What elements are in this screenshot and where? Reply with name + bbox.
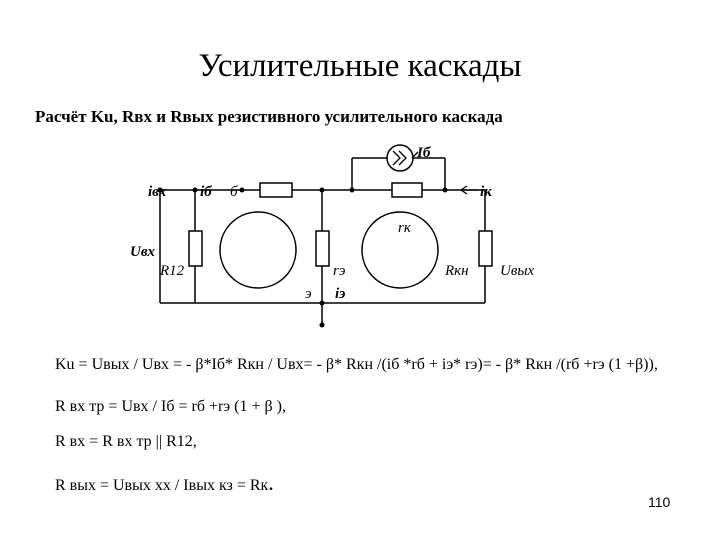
node-emitter-top: [320, 188, 325, 193]
equation-rout: [55, 470, 274, 496]
label-Ib-source: Iб: [417, 145, 431, 161]
slide-subtitle: Расчёт Ku, Rвх и Rвых резистивного усилительного каскада: [35, 107, 503, 126]
equation-rin-transistor: R вх тр = Uвх / Iб = rб +rэ (1 + β ),: [55, 398, 286, 415]
resistor-rk-top: [392, 183, 422, 197]
equation-rout-text: R вых = Uвых хх / Iвых кз = Rк: [55, 477, 269, 494]
source-arrow-icon-1: [393, 151, 400, 165]
equation-rout-period: .: [268, 470, 274, 495]
page-number: 110: [648, 494, 671, 510]
label-uout: Uвых: [500, 263, 535, 279]
node-emitter: [320, 301, 325, 306]
label-ib: iб: [200, 184, 212, 200]
node-b: [240, 188, 245, 193]
label-r12: R12: [160, 263, 185, 279]
label-ik: iк: [480, 184, 492, 200]
resistor-r12: [189, 231, 202, 266]
resistor-re: [316, 231, 329, 266]
label-ie: iэ: [335, 286, 346, 302]
equation-ku: Ku = Uвых / Uвх = - β*Iб* Rкн / Uвх= - β* Rкн /(iб *rб + iэ* rэ)= - β* Rкн /(rб +rэ (1 +β)),: [55, 356, 658, 373]
label-rload: Rкн: [445, 263, 469, 279]
input-voltage-circle: [220, 212, 296, 288]
label-rk: rк: [398, 220, 411, 236]
label-uin: Uвх: [130, 244, 156, 260]
slide-title: Усилительные каскады: [198, 48, 522, 84]
label-iin: iвх: [148, 184, 167, 200]
node-source-left: [350, 188, 355, 193]
equation-rin: R вх = R вх тр || R12,: [55, 433, 197, 450]
label-re: rэ: [333, 263, 346, 279]
node-collector: [443, 188, 448, 193]
resistor-rb: [260, 183, 292, 197]
label-e: э: [305, 286, 312, 302]
node-ib: [193, 188, 198, 193]
resistor-rload: [479, 231, 492, 266]
node-ground: [320, 323, 325, 328]
label-b: б: [230, 184, 238, 200]
